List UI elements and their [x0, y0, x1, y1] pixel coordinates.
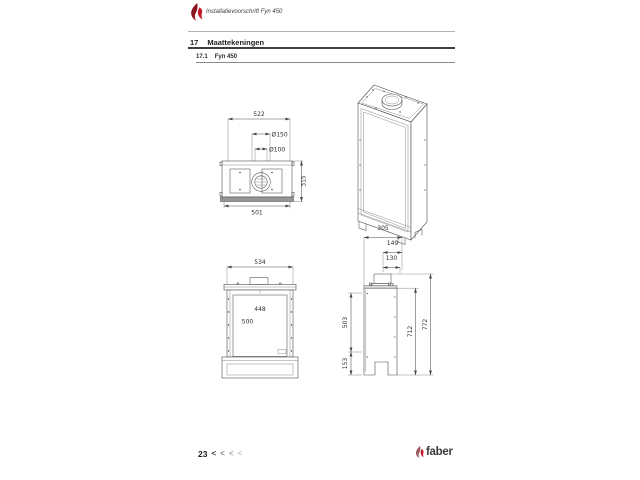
front-view-body [222, 278, 298, 379]
dim-glass-width: 448 [254, 306, 266, 313]
flame-icon [190, 3, 204, 22]
doc-title: Installatievoorschrift Fyn 450 [206, 9, 283, 15]
header-divider [188, 31, 455, 32]
subsection-heading [196, 54, 237, 60]
dim-flue-outer: Ø150 [271, 131, 288, 139]
section-number: 17 [190, 38, 199, 47]
side-view-drawing [330, 222, 460, 392]
faber-wordmark: faber [426, 446, 453, 458]
top-view-drawing [210, 105, 325, 225]
faber-flame-icon [415, 446, 425, 459]
subsection-number: 17.1 [196, 54, 208, 60]
dim-glass-height: 503 [342, 316, 349, 329]
dim-glass-height: 500 [241, 318, 254, 326]
top-view-body [220, 161, 294, 202]
chevron-left-icon: < [237, 449, 243, 458]
dim-flue-inner: Ø100 [269, 146, 286, 154]
chevron-left-icon: < [211, 449, 217, 458]
section-divider [188, 47, 455, 49]
page-number: 23 [198, 449, 208, 459]
faber-logo [415, 446, 453, 459]
dim-total-height: 772 [422, 318, 429, 331]
chevron-left-icon: < [228, 449, 234, 458]
dim-depth: 315 [300, 175, 308, 187]
front-view-drawing [208, 255, 323, 385]
dim-top-width: 522 [253, 111, 265, 118]
dim-depth: 305 [377, 225, 389, 232]
dim-front-width: 501 [251, 209, 263, 217]
dim-base-height: 153 [342, 357, 349, 370]
section-title: Maattekeningen [207, 38, 265, 47]
isometric-body [358, 85, 427, 245]
side-view-body [364, 274, 397, 375]
dim-flue-offset-inner: 130 [385, 255, 398, 262]
flue-stub [374, 274, 391, 284]
dim-body-height: 712 [407, 325, 414, 338]
section-heading [190, 38, 264, 47]
subsection-title: Fyn 450 [214, 54, 238, 60]
page-footer-left [198, 449, 242, 459]
dim-flue-offset-outer: 149 [386, 240, 399, 247]
dim-front-width: 534 [254, 259, 266, 266]
subsection-divider [196, 62, 455, 63]
chevron-left-icon: < [220, 449, 225, 458]
